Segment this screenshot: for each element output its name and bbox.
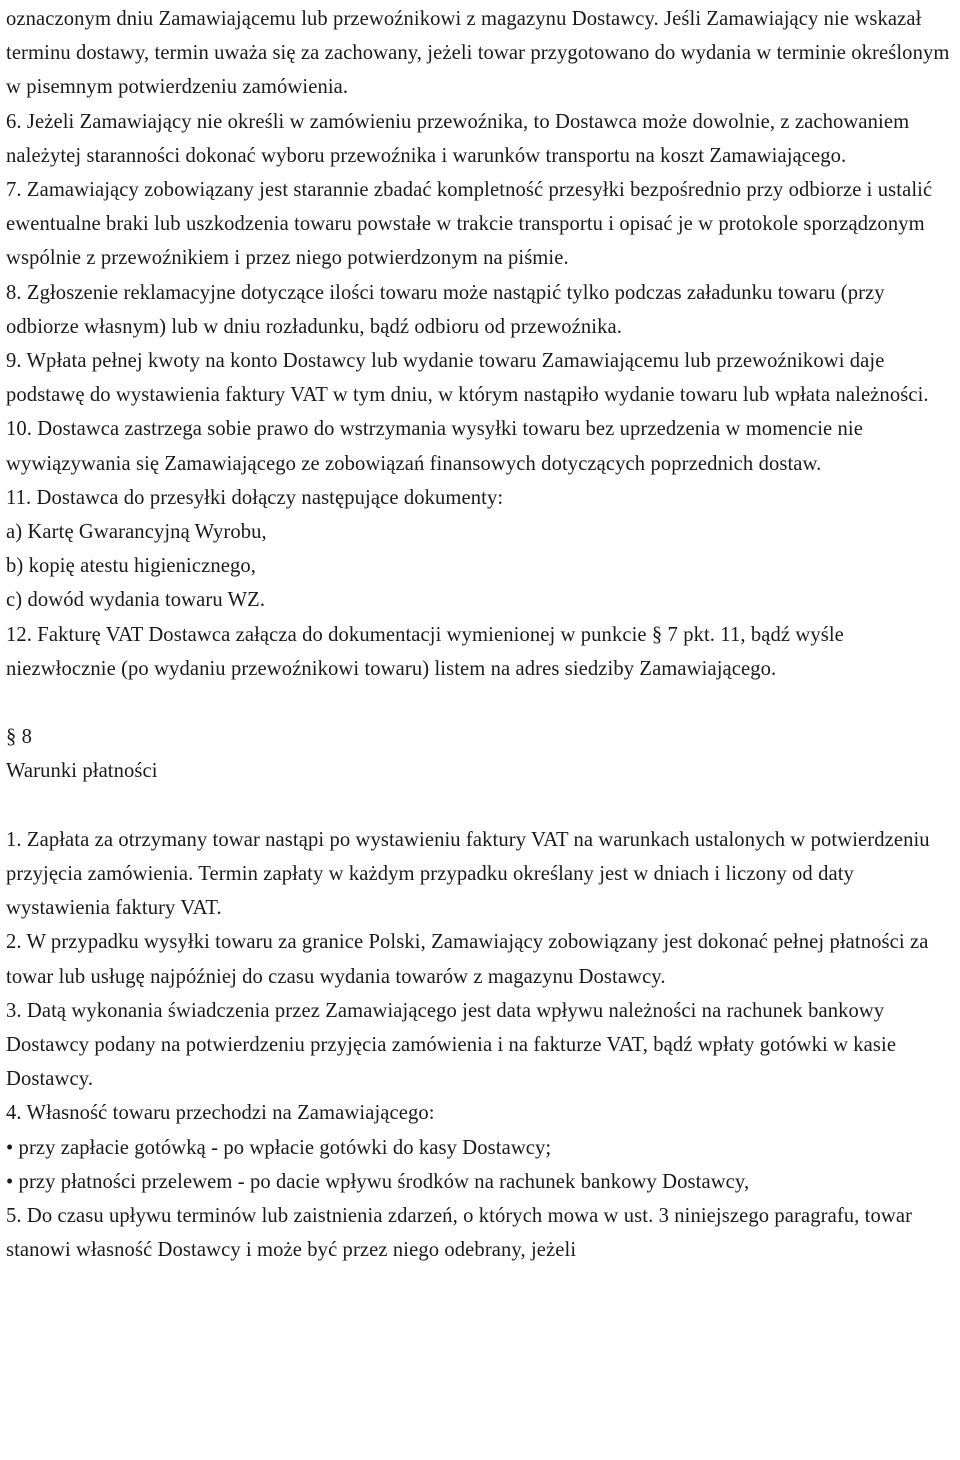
section-number: § 8 xyxy=(6,726,33,749)
paragraph-9: 9. Wpłata pełnej kwoty na konto Dostawcy lub wydanie towaru Zamawiającemu lub przewoźnikowi daje podstawę do wystawienia faktury VAT w tym dniu, w którym nastąpiło wydanie towaru lub wpłata należności. xyxy=(6,350,929,407)
payment-paragraph-1: 1. Zapłata za otrzymany towar nastąpi po wystawieniu faktury VAT na warunkach ustalonych w potwierdzeniu przyjęcia zamówienia. Termin zapłaty w każdym przypadku określany jest w dniach i liczony od daty wystawienia faktury VAT. xyxy=(6,828,930,920)
paragraph-11: 11. Dostawca do przesyłki dołączy następujące dokumenty: xyxy=(6,486,504,509)
bullet-cash-payment: • przy zapłacie gotówką - po wpłacie gotówki do kasy Dostawcy; xyxy=(6,1136,552,1159)
bullet-transfer-payment: • przy płatności przelewem - po dacie wpływu środków na rachunek bankowy Dostawcy, xyxy=(6,1170,750,1193)
list-item-a: a) Kartę Gwarancyjną Wyrobu, xyxy=(6,521,267,544)
paragraph-10: 10. Dostawca zastrzega sobie prawo do wstrzymania wysyłki towaru bez uprzedzenia w momencie nie wywiązywania się Zamawiającego ze zobowiązań finansowych dotyczących poprzednich dostaw. xyxy=(6,418,863,475)
payment-paragraph-5: 5. Do czasu upływu terminów lub zaistnienia zdarzeń, o których mowa w ust. 3 niniejszego paragrafu, towar stanowi własność Dostawcy i może być przez niego odebrany, jeżeli xyxy=(6,1205,913,1262)
paragraph-6: 6. Jeżeli Zamawiający nie określi w zamówieniu przewoźnika, to Dostawca może dowolnie, z zachowaniem należytej staranności dokonać wyboru przewoźnika i warunków transportu na koszt Zamawiającego. xyxy=(6,110,910,167)
payment-paragraph-2: 2. W przypadku wysyłki towaru za granice Polski, Zamawiający zobowiązany jest dokonać pełnej płatności za towar lub usługę najpóźniej do czasu wydania towarów z magazynu Dostawcy. xyxy=(6,931,929,988)
document-page xyxy=(6,2,956,1267)
section-spacer xyxy=(6,789,956,823)
payment-paragraph-3: 3. Datą wykonania świadczenia przez Zamawiającego jest data wpływu należności na rachunek bankowy Dostawcy podany na potwierdzeniu przyjęcia zamówienia i na fakturze VAT, bądź wpłaty gotówki w kasie Dostawcy. xyxy=(6,999,897,1091)
list-item-b: b) kopię atestu higienicznego, xyxy=(6,555,257,578)
section-title: Warunki płatności xyxy=(6,760,158,783)
list-item-c: c) dowód wydania towaru WZ. xyxy=(6,589,266,612)
section-spacer xyxy=(6,686,956,720)
payment-paragraph-4: 4. Własność towaru przechodzi na Zamawiającego: xyxy=(6,1102,435,1125)
paragraph-delivery-term: oznaczonym dniu Zamawiającemu lub przewoźnikowi z magazynu Dostawcy. Jeśli Zamawiający nie wskazał terminu dostawy, termin uważa się za zachowany, jeżeli towar przygotowano do wydania w terminie określonym w pisemnym potwierdzeniu zamówienia. xyxy=(6,8,950,99)
paragraph-8: 8. Zgłoszenie reklamacyjne dotyczące ilości towaru może nastąpić tylko podczas załadunku towaru (przy odbiorze własnym) lub w dniu rozładunku, bądź odbioru od przewoźnika. xyxy=(6,281,885,338)
paragraph-12: 12. Fakturę VAT Dostawca załącza do dokumentacji wymienionej w punkcie § 7 pkt. 11, bądź wyśle niezwłocznie (po wydaniu przewoźnikowi towaru) listem na adres siedziby Zamawiającego. xyxy=(6,623,844,680)
paragraph-7: 7. Zamawiający zobowiązany jest starannie zbadać kompletność przesyłki bezpośrednio przy odbiorze i ustalić ewentualne braki lub uszkodzenia towaru powstałe w trakcie transportu i opisać je w protokole sporządzonym wspólnie z przewoźnikiem i przez niego potwierdzonym na piśmie. xyxy=(6,179,933,270)
